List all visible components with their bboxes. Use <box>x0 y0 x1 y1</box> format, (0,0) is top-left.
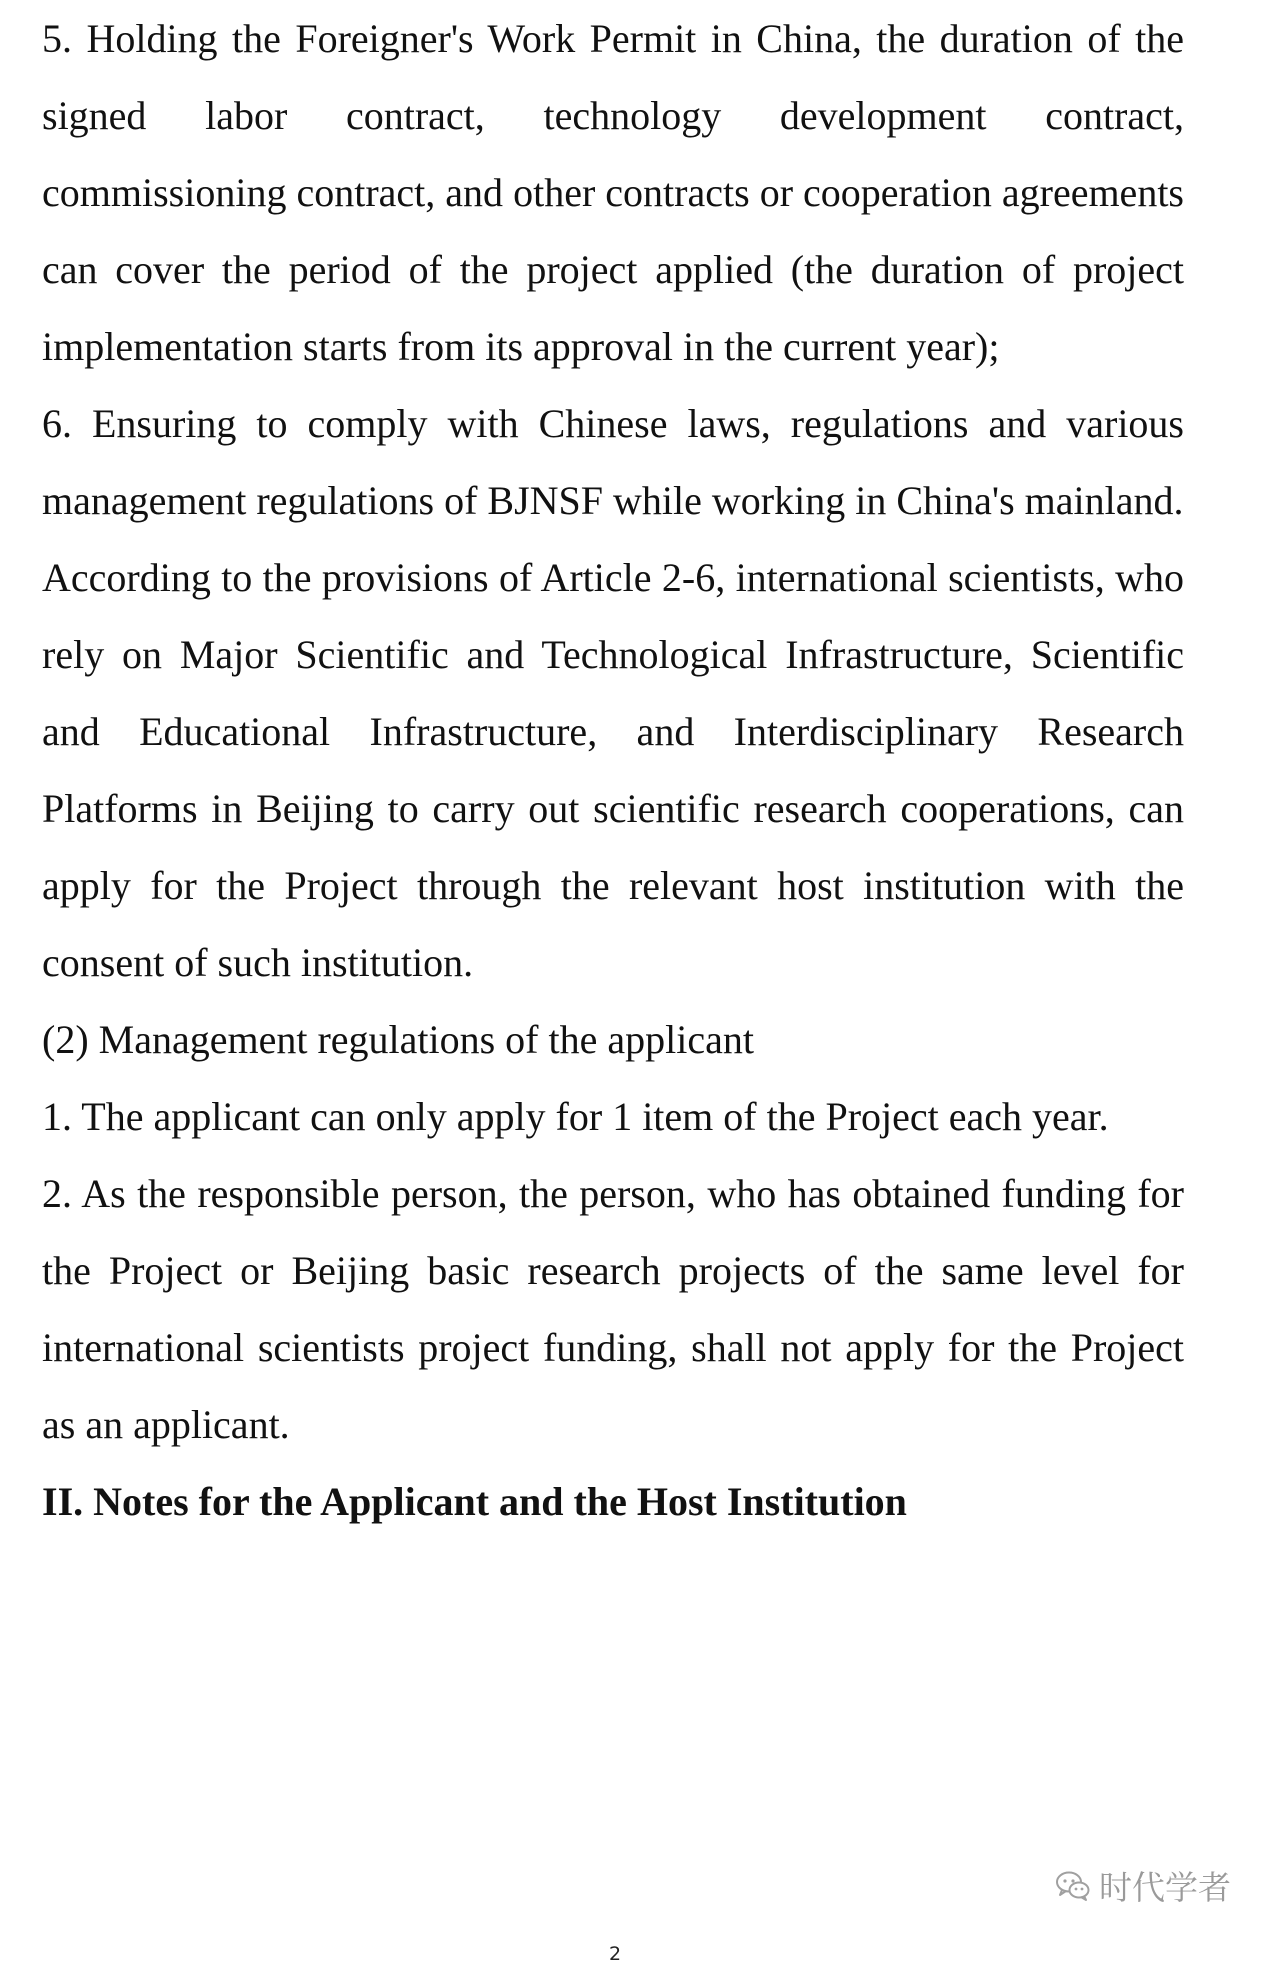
subsection-heading: (2) Management regulations of the applicant <box>42 1017 754 1062</box>
paragraph-item-5: 5. Holding the Foreigner's Work Permit in China, the duration of the signed labor contract, technology development contract, commissioning contract, and other contracts or cooperation agreements can cover the period of the project applied (the duration of project implementation starts from its approval in the current year); <box>42 16 1184 369</box>
paragraph-item-6: 6. Ensuring to comply with Chinese laws, regulations and various management regulations of BJNSF while working in China's mainland. <box>42 401 1184 523</box>
paragraph-rule-2: 2. As the responsible person, the person, who has obtained funding for the Project or Beijing basic research projects of the same level for international scientists project funding, shall not apply for the Project as an applicant. <box>42 1171 1184 1447</box>
wechat-icon <box>1055 1870 1091 1902</box>
watermark-text: 时代学者 <box>1099 1868 1231 1907</box>
paragraph-article-provisions: According to the provisions of Article 2-6, international scientists, who rely on Major Scientific and Technological Infrastructure, Scientific and Educational Infrastructure, and Interdisciplinary Research Platforms in Beijing to carry out scientific research cooperations, can apply for the Project through the relevant host institution with the consent of such institution. <box>42 555 1184 985</box>
paragraph-rule-1: 1. The applicant can only apply for 1 item of the Project each year. <box>42 1094 1109 1139</box>
document-body <box>42 0 1184 1540</box>
section-heading: II. Notes for the Applicant and the Host Institution <box>42 1479 907 1524</box>
watermark <box>1055 1862 1231 1909</box>
page-number: 2 <box>608 1943 622 1965</box>
